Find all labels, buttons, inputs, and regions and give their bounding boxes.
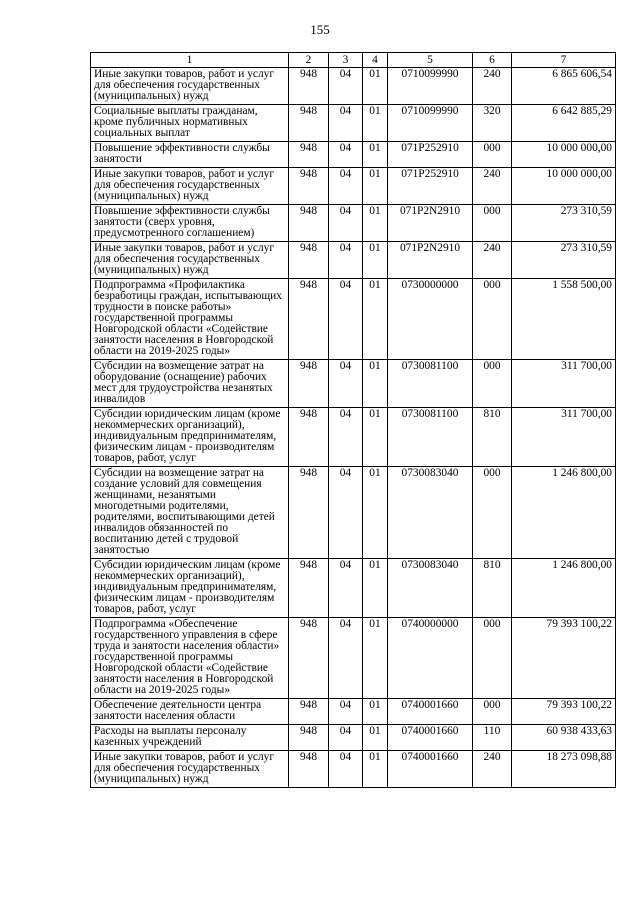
row-name-cell: Обеспечение деятельности центра занятости населения области — [91, 699, 289, 725]
target-article-cell: 0710099990 — [388, 68, 473, 105]
target-article-cell: 071P252910 — [388, 168, 473, 205]
budget-table — [90, 52, 616, 788]
section-cell: 04 — [329, 242, 363, 279]
target-article-cell: 0740000000 — [388, 618, 473, 699]
section-cell: 04 — [329, 618, 363, 699]
target-article-cell: 0730083040 — [388, 559, 473, 618]
expense-type-cell: 000 — [473, 279, 512, 360]
expense-type-cell: 240 — [473, 242, 512, 279]
amount-cell: 311 700,00 — [512, 360, 616, 408]
admin-code-cell: 948 — [289, 168, 329, 205]
section-cell: 04 — [329, 559, 363, 618]
row-name-cell: Расходы на выплаты персоналу казенных учреждений — [91, 725, 289, 751]
row-name-cell: Подпрограмма «Профилактика безработицы граждан, испытывающих трудности в поиске работы» государственной программы Новгородской области «Содействие занятости населения в Новгородской области на 2019-2025 годы» — [91, 279, 289, 360]
target-article-cell: 0730000000 — [388, 279, 473, 360]
section-cell: 04 — [329, 205, 363, 242]
section-cell: 04 — [329, 751, 363, 788]
table-row — [91, 105, 616, 142]
column-header: 7 — [512, 53, 616, 68]
admin-code-cell: 948 — [289, 408, 329, 467]
table-row — [91, 618, 616, 699]
subsection-cell: 01 — [363, 699, 388, 725]
admin-code-cell: 948 — [289, 725, 329, 751]
section-cell: 04 — [329, 105, 363, 142]
target-article-cell: 0730083040 — [388, 467, 473, 559]
subsection-cell: 01 — [363, 205, 388, 242]
amount-cell: 6 865 606,54 — [512, 68, 616, 105]
target-article-cell: 0730081100 — [388, 408, 473, 467]
column-header: 3 — [329, 53, 363, 68]
amount-cell: 273 310,59 — [512, 205, 616, 242]
column-header: 1 — [91, 53, 289, 68]
target-article-cell: 0740001660 — [388, 699, 473, 725]
section-cell: 04 — [329, 699, 363, 725]
section-cell: 04 — [329, 725, 363, 751]
table-row — [91, 168, 616, 205]
section-cell: 04 — [329, 142, 363, 168]
table-row — [91, 279, 616, 360]
subsection-cell: 01 — [363, 242, 388, 279]
table-row — [91, 68, 616, 105]
subsection-cell: 01 — [363, 408, 388, 467]
admin-code-cell: 948 — [289, 699, 329, 725]
row-name-cell: Субсидии на возмещение затрат на оборудование (оснащение) рабочих мест для трудоустройства незанятых инвалидов — [91, 360, 289, 408]
admin-code-cell: 948 — [289, 360, 329, 408]
target-article-cell: 0710099990 — [388, 105, 473, 142]
subsection-cell: 01 — [363, 618, 388, 699]
subsection-cell: 01 — [363, 559, 388, 618]
target-article-cell: 071P2N2910 — [388, 242, 473, 279]
amount-cell: 311 700,00 — [512, 408, 616, 467]
column-header: 6 — [473, 53, 512, 68]
subsection-cell: 01 — [363, 168, 388, 205]
amount-cell: 18 273 098,88 — [512, 751, 616, 788]
table-row — [91, 467, 616, 559]
row-name-cell: Субсидии на возмещение затрат на создание условий для совмещения женщинами, незанятыми многодетными родителями, родителями, воспитывающими детей инвалидов обязанностей по воспитанию детей с трудовой занятостью — [91, 467, 289, 559]
expense-type-cell: 000 — [473, 618, 512, 699]
subsection-cell: 01 — [363, 360, 388, 408]
table-row — [91, 559, 616, 618]
admin-code-cell: 948 — [289, 242, 329, 279]
subsection-cell: 01 — [363, 751, 388, 788]
table-header-row — [91, 53, 616, 68]
admin-code-cell: 948 — [289, 751, 329, 788]
amount-cell: 1 246 800,00 — [512, 467, 616, 559]
table-row — [91, 205, 616, 242]
row-name-cell: Повышение эффективности службы занятости — [91, 142, 289, 168]
amount-cell: 79 393 100,22 — [512, 699, 616, 725]
section-cell: 04 — [329, 360, 363, 408]
table-row — [91, 408, 616, 467]
row-name-cell: Иные закупки товаров, работ и услуг для обеспечения государственных (муниципальных) нужд — [91, 68, 289, 105]
section-cell: 04 — [329, 68, 363, 105]
admin-code-cell: 948 — [289, 205, 329, 242]
table-row — [91, 360, 616, 408]
admin-code-cell: 948 — [289, 105, 329, 142]
admin-code-cell: 948 — [289, 559, 329, 618]
target-article-cell: 0730081100 — [388, 360, 473, 408]
expense-type-cell: 240 — [473, 751, 512, 788]
row-name-cell: Субсидии юридическим лицам (кроме некоммерческих организаций), индивидуальным предпринимателям, физическим лицам - производителям товаров, работ, услуг — [91, 408, 289, 467]
amount-cell: 10 000 000,00 — [512, 168, 616, 205]
subsection-cell: 01 — [363, 725, 388, 751]
amount-cell: 1 246 800,00 — [512, 559, 616, 618]
target-article-cell: 0740001660 — [388, 725, 473, 751]
table-row — [91, 751, 616, 788]
expense-type-cell: 000 — [473, 467, 512, 559]
admin-code-cell: 948 — [289, 618, 329, 699]
section-cell: 04 — [329, 168, 363, 205]
subsection-cell: 01 — [363, 467, 388, 559]
row-name-cell: Иные закупки товаров, работ и услуг для обеспечения государственных (муниципальных) нужд — [91, 168, 289, 205]
table-row — [91, 725, 616, 751]
target-article-cell: 071P2N2910 — [388, 205, 473, 242]
row-name-cell: Подпрограмма «Обеспечение государственного управления в сфере труда и занятости населения области» государственной программы Новгородской области «Содействие занятости населения в Новгородской области на 2019-2025 годы» — [91, 618, 289, 699]
expense-type-cell: 110 — [473, 725, 512, 751]
section-cell: 04 — [329, 467, 363, 559]
admin-code-cell: 948 — [289, 142, 329, 168]
expense-type-cell: 000 — [473, 142, 512, 168]
subsection-cell: 01 — [363, 142, 388, 168]
expense-type-cell: 000 — [473, 699, 512, 725]
column-header: 2 — [289, 53, 329, 68]
section-cell: 04 — [329, 408, 363, 467]
column-header: 5 — [388, 53, 473, 68]
row-name-cell: Иные закупки товаров, работ и услуг для обеспечения государственных (муниципальных) нужд — [91, 242, 289, 279]
row-name-cell: Социальные выплаты гражданам, кроме публичных нормативных социальных выплат — [91, 105, 289, 142]
expense-type-cell: 320 — [473, 105, 512, 142]
row-name-cell: Иные закупки товаров, работ и услуг для обеспечения государственных (муниципальных) нужд — [91, 751, 289, 788]
expense-type-cell: 240 — [473, 68, 512, 105]
table-row — [91, 142, 616, 168]
expense-type-cell: 000 — [473, 360, 512, 408]
amount-cell: 79 393 100,22 — [512, 618, 616, 699]
admin-code-cell: 948 — [289, 279, 329, 360]
subsection-cell: 01 — [363, 279, 388, 360]
admin-code-cell: 948 — [289, 68, 329, 105]
section-cell: 04 — [329, 279, 363, 360]
table-row — [91, 242, 616, 279]
admin-code-cell: 948 — [289, 467, 329, 559]
target-article-cell: 0740001660 — [388, 751, 473, 788]
expense-type-cell: 000 — [473, 205, 512, 242]
expense-type-cell: 810 — [473, 559, 512, 618]
subsection-cell: 01 — [363, 68, 388, 105]
amount-cell: 10 000 000,00 — [512, 142, 616, 168]
expense-type-cell: 240 — [473, 168, 512, 205]
target-article-cell: 071P252910 — [388, 142, 473, 168]
amount-cell: 6 642 885,29 — [512, 105, 616, 142]
amount-cell: 273 310,59 — [512, 242, 616, 279]
amount-cell: 60 938 433,63 — [512, 725, 616, 751]
page-number: 155 — [310, 22, 330, 37]
row-name-cell: Повышение эффективности службы занятости (сверх уровня, предусмотренного соглашением) — [91, 205, 289, 242]
amount-cell: 1 558 500,00 — [512, 279, 616, 360]
expense-type-cell: 810 — [473, 408, 512, 467]
column-header: 4 — [363, 53, 388, 68]
table-row — [91, 699, 616, 725]
subsection-cell: 01 — [363, 105, 388, 142]
row-name-cell: Субсидии юридическим лицам (кроме некоммерческих организаций), индивидуальным предпринимателям, физическим лицам - производителям товаров, работ, услуг — [91, 559, 289, 618]
